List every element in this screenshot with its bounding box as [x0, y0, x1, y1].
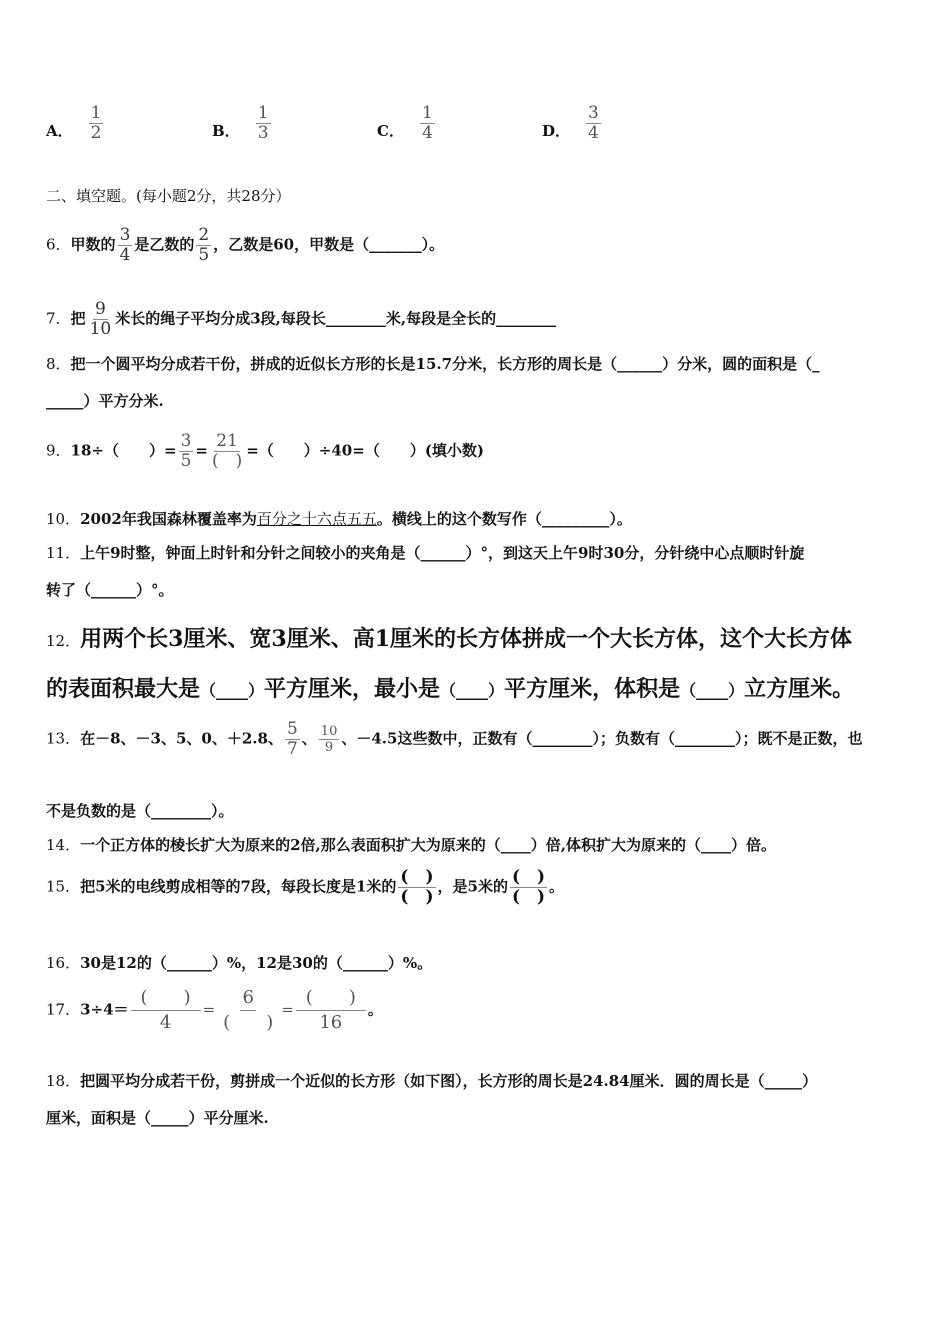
fraction: $\frac{2}{5}$: [198, 225, 210, 265]
fraction: $\frac{9}{10}$: [89, 299, 112, 339]
question-12: 12．用两个长3厘米、宽3厘米、高1厘米的长方体拼成一个大长方体，这个大长方体: [46, 626, 853, 652]
question-17: 17．3÷4＝ $\frac{( )}{4}$ = $\frac{6}{( )}$ = $\frac{( )}{16}$ 。: [46, 987, 383, 1033]
fraction: $\frac{3}{5}$: [180, 431, 192, 471]
fraction: $\frac{5}{7}$: [286, 719, 298, 759]
question-18-cont: 厘米，面积是（_____）平分厘米.: [46, 1109, 269, 1127]
fraction: $\frac{3}{4}$: [588, 103, 599, 143]
fraction: $\frac{21}{( )}$: [211, 431, 243, 471]
choice-label: C．: [377, 122, 404, 140]
question-11: 11．上午9时整，钟面上时针和分针之间较小的夹角是（______）°，到这天上午9时30分，分针绕中心点顺时针旋: [46, 544, 805, 562]
fraction: $\frac{1}{4}$: [421, 103, 433, 143]
choice-label: D．: [542, 122, 571, 140]
choice-a: [46, 104, 105, 143]
choice-d: [542, 104, 603, 143]
fraction: $\frac{10}{9}$: [320, 724, 338, 755]
question-9: 9．18÷（ ）= $\frac{3}{5}$ = $\frac{21}{( )}$ =（ ）÷40=（ ）(填小数): [46, 431, 485, 471]
choice-label: A．: [46, 122, 73, 140]
choice-c: [377, 104, 437, 143]
fraction: $\frac{1}{2}$: [90, 103, 102, 143]
question-12-cont: 的表面积最大是（____）平方厘米，最小是（____）平方厘米，体积是（____）立方厘米。: [46, 676, 855, 702]
question-8-cont: _____）平方分米.: [46, 392, 164, 410]
fraction: $\frac{6}{( )}$: [223, 987, 274, 1033]
question-11-cont: 转了（______）°。: [46, 581, 174, 599]
question-10: 10．2002年我国森林覆盖率为百分之十六点五五。横线上的这个数写作（_________）。: [46, 510, 632, 528]
question-7: 7．把 $\frac{9}{10}$ 米长的绳子平均分成3段,每段长________米,每段是全长的________: [46, 299, 557, 339]
question-13: 13．在－8、－3、5、0、＋2.8、 $\frac{5}{7}$ 、 $\frac{10}{9}$ 、－4.5这些数中，正数有（________）；负数有（________）；既不是正数，也: [46, 719, 863, 759]
underlined-text: 百分之十六点五五: [256, 510, 377, 528]
fraction: $\frac{( )}{( )}$: [400, 867, 434, 907]
question-14: 14．一个正方体的棱长扩大为原来的2倍,那么表面积扩大为原来的（____）倍,体积扩大为原来的（____）倍。: [46, 836, 776, 854]
fraction: $\frac{( )}{4}$: [131, 986, 201, 1035]
question-13-cont: 不是负数的是（________）。: [46, 802, 234, 820]
choice-b: [212, 104, 273, 143]
section-title: 二、填空题。(每小题2分，共28分）: [46, 187, 291, 205]
question-6: 6．甲数的 $\frac{3}{4}$ 是乙数的 $\frac{2}{5}$ ，乙数是60，甲数是（_______）。: [46, 225, 445, 265]
fraction: $\frac{1}{3}$: [257, 103, 269, 143]
fraction: $\frac{3}{4}$: [119, 225, 131, 265]
fraction: $\frac{( )}{16}$: [296, 986, 366, 1035]
choice-label: B．: [212, 122, 240, 140]
question-16: 16．30是12的（______）%，12是30的（______）%。: [46, 954, 433, 972]
question-15: 15．把5米的电线剪成相等的7段，每段长度是1米的 $\frac{( )}{( )}$ ，是5米的 $\frac{( )}{( )}$ 。: [46, 867, 565, 907]
fraction: $\frac{( )}{( )}$: [511, 867, 546, 907]
question-8: 8．把一个圆平均分成若干份，拼成的近似长方形的长是15.7分米，长方形的周长是（______）分米，圆的面积是（_: [46, 355, 820, 373]
question-18: 18．把圆平均分成若干份，剪拼成一个近似的长方形（如下图），长方形的周长是24.84厘米．圆的周长是（_____）: [46, 1072, 818, 1090]
